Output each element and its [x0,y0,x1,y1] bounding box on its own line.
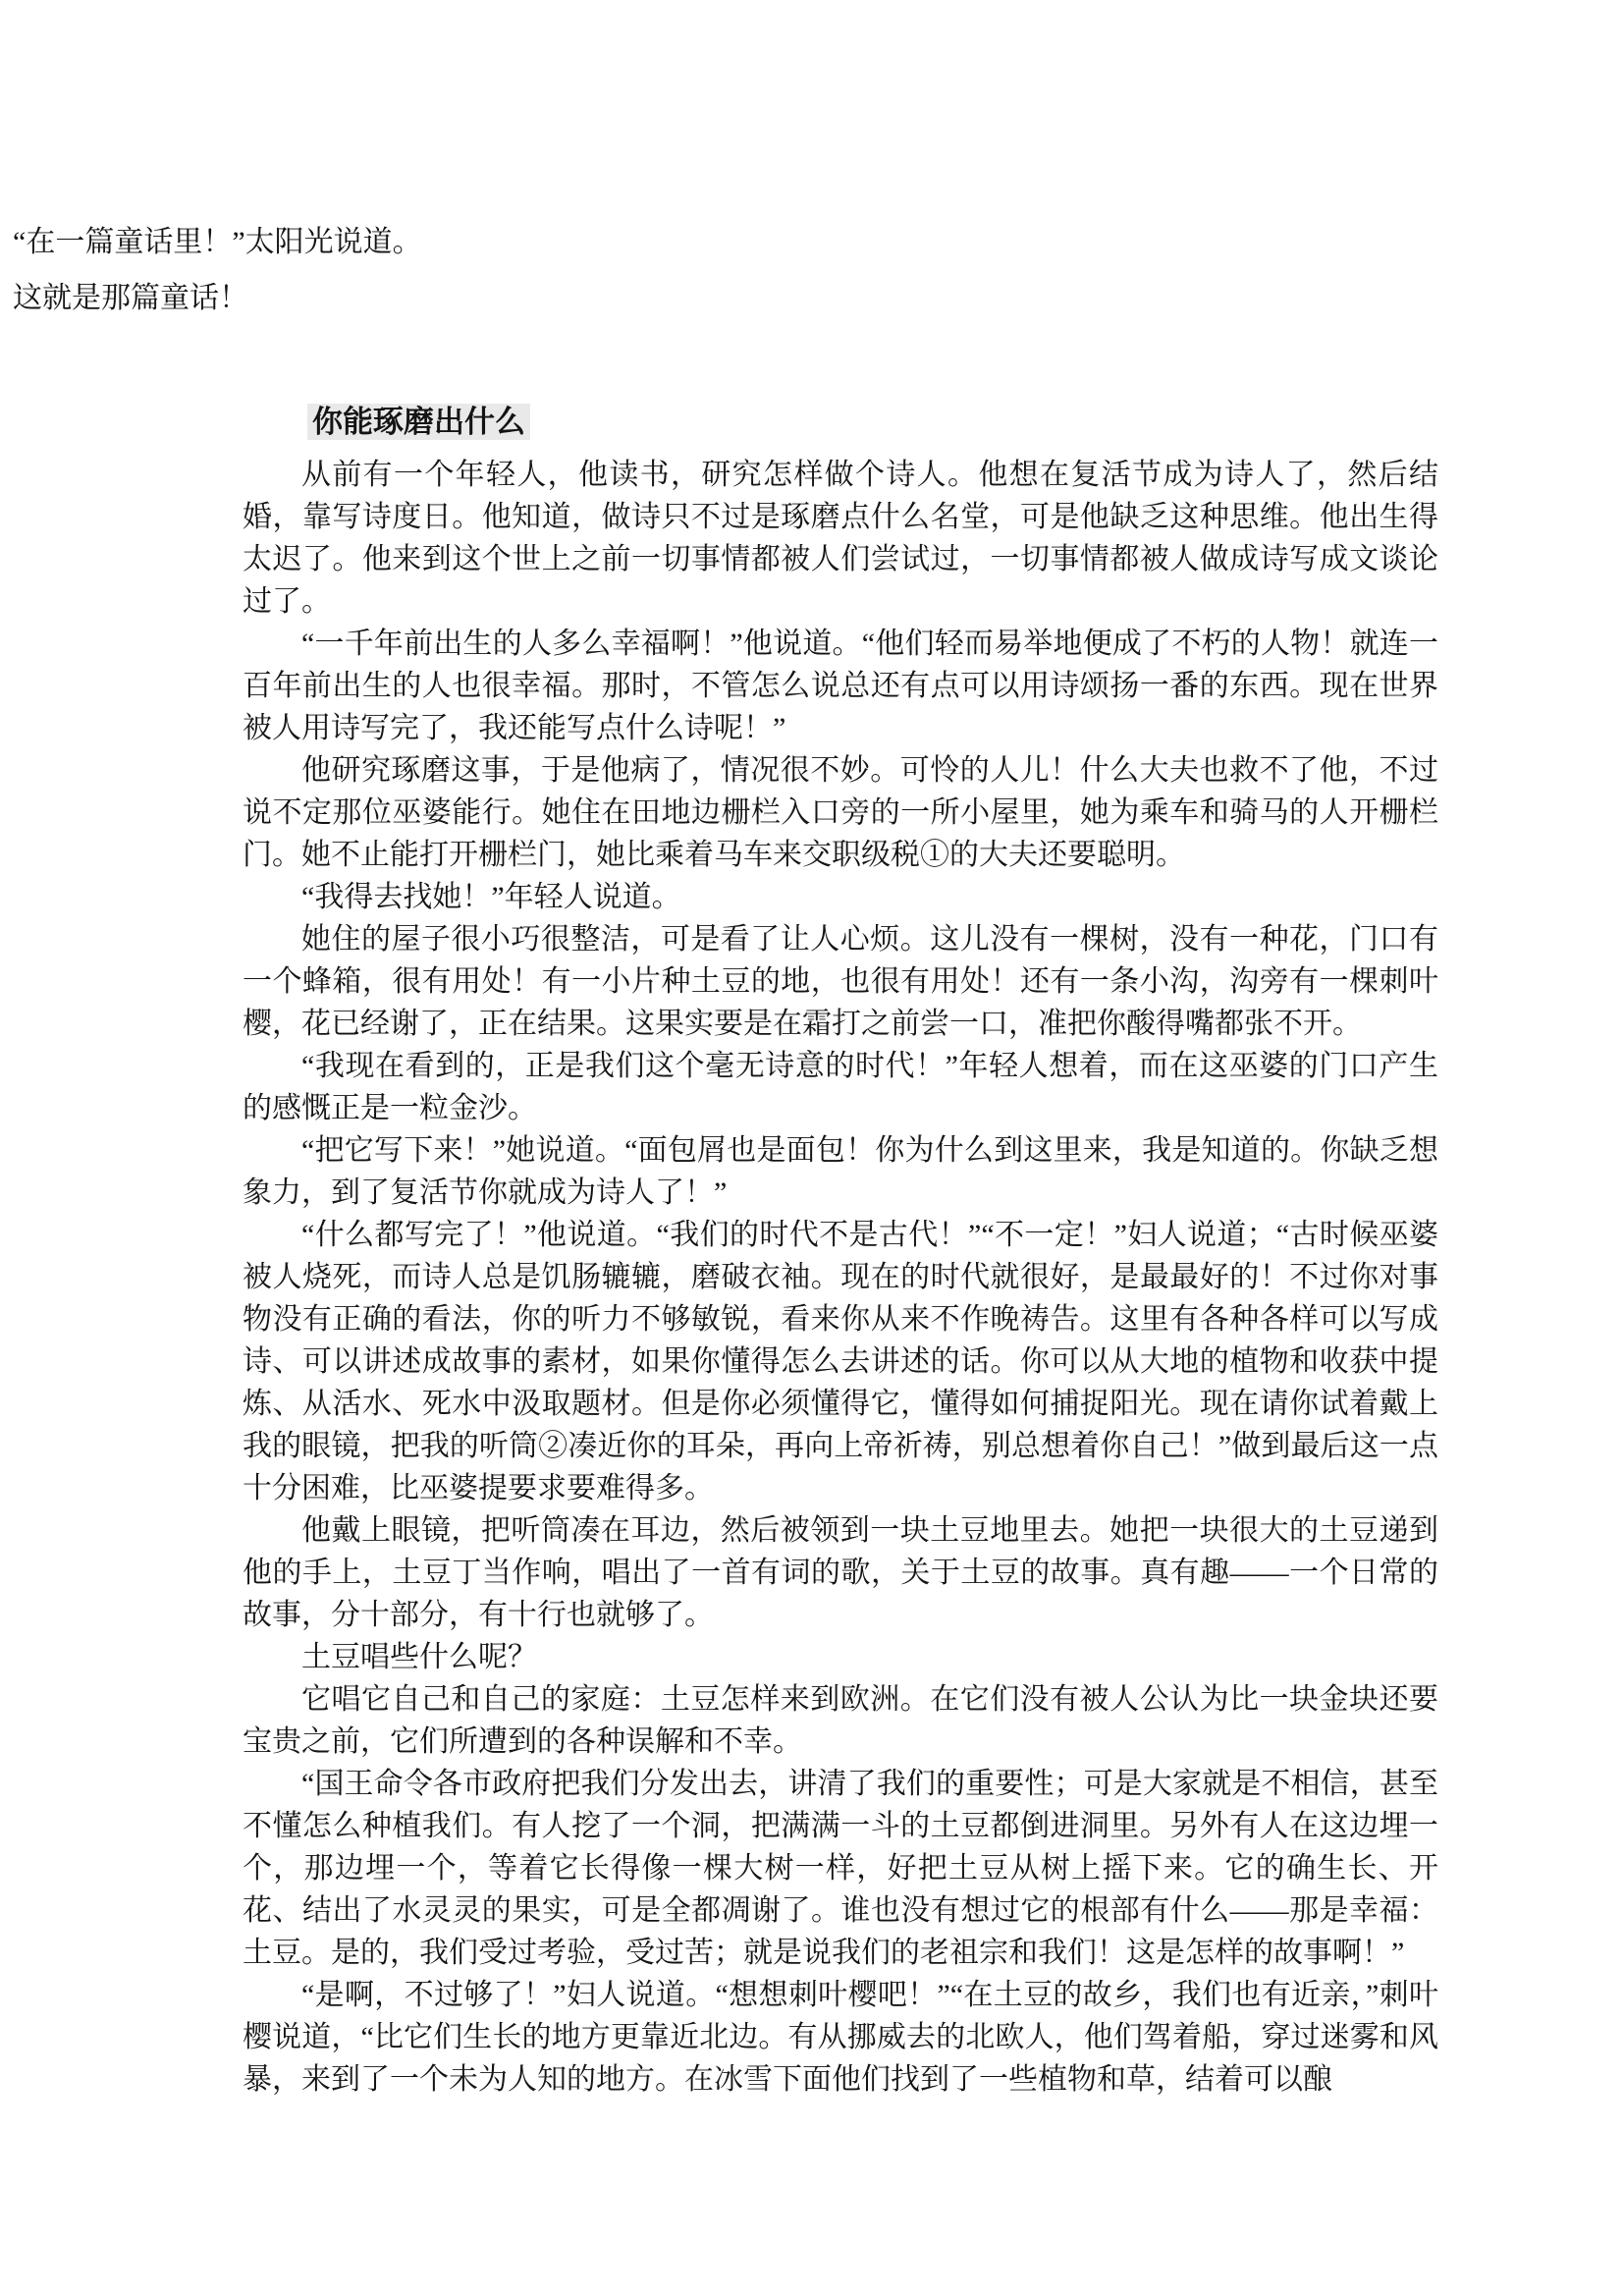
story-title-row [243,399,1438,452]
story-paragraph-11: 它唱它自己和自己的家庭：土豆怎样来到欧洲。在它们没有被人公认为比一块金块还要宝贵之前，它们所遭到的各种误解和不幸。 [243,1683,1438,1758]
story-paragraph-9: 他戴上眼镜，把听筒凑在耳边，然后被领到一块土豆地里去。她把一块很大的土豆递到他的手上，土豆丁当作响，唱出了一首有词的歌，关于土豆的故事。真有趣——一个日常的故事，分十部分，有十行也就够了。 [243,1514,1438,1631]
preface-block [13,214,700,326]
story-paragraph-2: “一千年前出生的人多么幸福啊！”他说道。“他们轻而易举地便成了不朽的人物！就连一百年前出生的人也很幸福。那时，不管怎么说总还有点可以用诗颂扬一番的东西。现在世界被人用诗写完了，我还能写点什么诗呢！” [243,628,1438,744]
story-title: 你能琢磨出什么 [307,404,530,440]
preface-line-2: 这就是那篇童话！ [13,282,248,314]
story-paragraph-13: “是啊，不过够了！”妇人说道。“想想刺叶樱吧！”“在土豆的故乡，我们也有近亲，”刺叶樱说道，“比它们生长的地方更靠近北边。有从挪威去的北欧人，他们驾着船，穿过迷雾和风暴，来到了一个未为人知的地方。在冰雪下面他们找到了一些植物和草，结着可以酿 [243,1979,1438,2096]
story-paragraph-12: “国王命令各市政府把我们分发出去，讲清了我们的重要性；可是大家就是不相信，甚至不懂怎么种植我们。有人挖了一个洞，把满满一斗的土豆都倒进洞里。另外有人在这边埋一个，那边埋一个，等着它长得像一棵大树一样，好把土豆从树上摇下来。它的确生长、开花、结出了水灵灵的果实，可是全都凋谢了。谁也没有想过它的根部有什么——那是幸福：土豆。是的，我们受过考验，受过苦；就是说我们的老祖宗和我们！这是怎样的故事啊！” [243,1768,1438,1969]
story-paragraph-4: “我得去找她！”年轻人说道。 [301,881,681,913]
story-paragraph-3: 他研究琢磨这事，于是他病了，情况很不妙。可怜的人儿！什么大夫也救不了他，不过说不定那位巫婆能行。她住在田地边栅栏入口旁的一所小屋里，她为乘车和骑马的人开栅栏门。她不止能打开栅栏门，她比乘着马车来交职级税①的大夫还要聪明。 [243,754,1438,871]
story-paragraph-1: 从前有一个年轻人，他读书，研究怎样做个诗人。他想在复活节成为诗人了，然后结婚，靠写诗度日。他知道，做诗只不过是琢磨点什么名堂，可是他缺乏这种思维。他出生得太迟了。他来到这个世上之前一切事情都被人们尝试过，一切事情都被人做成诗写成文谈论过了。 [243,459,1438,618]
story-paragraph-7: “把它写下来！”她说道。“面包屑也是面包！你为什么到这里来，我是知道的。你缺乏想象力，到了复活节你就成为诗人了！” [243,1134,1438,1209]
story-paragraph-5: 她住的屋子很小巧很整洁，可是看了让人心烦。这儿没有一棵树，没有一种花，门口有一个蜂箱，很有用处！有一小片种土豆的地，也很有用处！还有一条小沟，沟旁有一棵刺叶樱，花已经谢了，正在结果。这果实要是在霜打之前尝一口，准把你酸得嘴都张不开。 [243,923,1438,1040]
story-block [243,399,1438,2101]
preface-line-1: “在一篇童话里！”太阳光说道。 [13,226,422,258]
story-paragraph-8: “什么都写完了！”他说道。“我们的时代不是古代！”“不一定！”妇人说道；“古时候巫婆被人烧死，而诗人总是饥肠辘辘，磨破衣袖。现在的时代就很好，是最最好的！不过你对事物没有正确的看法，你的听力不够敏锐，看来你从来不作晚祷告。这里有各种各样可以写成诗、可以讲述成故事的素材，如果你懂得怎么去讲述的话。你可以从大地的植物和收获中提炼、从活水、死水中汲取题材。但是你必须懂得它，懂得如何捕捉阳光。现在请你试着戴上我的眼镜，把我的听筒②凑近你的耳朵，再向上帝祈祷，别总想着你自己！”做到最后这一点十分困难，比巫婆提要求要难得多。 [243,1219,1438,1504]
story-paragraph-6: “我现在看到的，正是我们这个毫无诗意的时代！”年轻人想着，而在这巫婆的门口产生的感慨正是一粒金沙。 [243,1050,1438,1124]
story-paragraph-10: 土豆唱些什么呢？ [301,1641,537,1673]
